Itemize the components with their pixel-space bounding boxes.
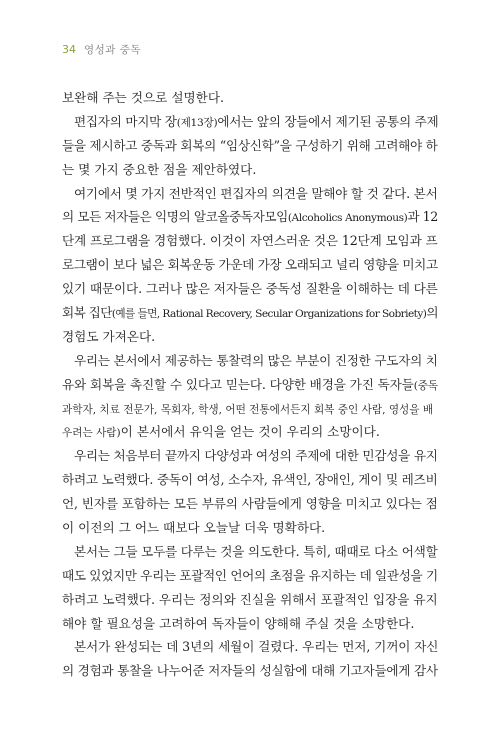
text-segment: 우리는 처음부터 끝까지 다양성과 여성의 주제에 대한 민감성을 유지 [74,448,438,464]
text-line [62,564,438,588]
text-segment: 때도 있었지만 우리는 포괄적인 언어의 초점을 유지하는 데 일관성을 기 [62,567,438,583]
text-segment: 있기 때문이다. 그러나 많은 저자들은 중독성 질환을 이해하는 데 다른 [62,281,438,297]
text-segment: 하려고 노력했다. 우리는 정의와 진실을 위해서 포괄적인 입장을 유지 [62,591,438,607]
text-line [62,444,438,468]
text-segment: 의 경험과 통찰을 나누어준 저자들의 성실함에 대해 기고자들에게 감사 [62,663,438,679]
text-segment: 에서는 앞의 장들에서 제기된 공통의 주제 [217,113,439,129]
text-segment: 들을 제시하고 중독과 회복의 “임상신학”을 구성하기 위해 고려해야 하 [62,137,438,153]
text-segment: 의 모든 저자들은 익명의 알코올중독자모임 [62,209,288,225]
text-line [62,468,438,492]
text-line [62,86,438,110]
text-segment: 단계 프로그램을 경험했다. 이것이 자연스러운 것은 12단계 모임과 프 [62,233,438,249]
text-segment: 하려고 노력했다. 중독이 여성, 소수자, 유색인, 장애인, 게이 및 레즈비 [62,472,438,488]
text-line [62,659,438,683]
text-segment: 우리는 본서에서 제공하는 통찰력의 많은 부분이 진정한 구도자의 치 [74,352,438,368]
page-number: 34 [62,43,76,56]
text-line [62,158,438,182]
text-line [62,492,438,516]
text-segment: 본서가 완성되는 데 3년의 세월이 걸렸다. 우리는 먼저, 기꺼이 자신 [74,639,439,655]
text-segment: 는 몇 가지 중요한 점을 제안하였다. [62,161,257,177]
text-segment: 유와 회복을 촉진할 수 있다고 믿는다. 다양한 배경을 가진 독자들 [62,376,414,392]
text-segment: 로그램이 보다 넓은 회복운동 가운데 가장 오래되고 널리 영향을 미치고 [62,257,438,273]
text-line [62,205,438,229]
text-line [62,229,438,253]
text-segment: 보완해 주는 것으로 설명한다. [62,90,224,105]
running-header [62,42,141,57]
text-line [62,182,438,206]
text-segment: (중독 [413,379,438,392]
text-segment: 의 [426,305,438,321]
text-line [62,134,438,158]
text-segment: 과 12 [407,209,438,225]
text-line [62,420,438,444]
text-line [62,635,438,659]
text-line [62,349,438,373]
text-line [62,373,438,397]
text-line [62,325,438,349]
text-segment: 경험도 가져온다. [62,328,156,344]
text-segment: 이 이전의 그 어느 때보다 오늘날 더욱 명확하다. [62,520,326,536]
text-segment: 이 본서에서 유익을 얻는 것이 우리의 소망이다. [120,424,380,440]
text-line [62,110,438,134]
running-header-title: 영성과 중독 [84,44,142,56]
text-line [62,397,438,421]
text-line [62,253,438,277]
text-segment: (Alcoholics Anonymous) [287,212,408,225]
text-line [62,301,438,325]
text-segment: (제13장) [176,116,218,129]
text-segment: 우려는 사람) [62,427,121,440]
text-segment: 과학자, 치료 전문가, 목회자, 학생, 어떤 전통에서든지 회복 중인 사람, 영성을 배 [62,403,434,416]
text-segment: 편집자의 마지막 장 [74,113,177,129]
body-text [62,86,438,683]
text-segment: 언, 빈자를 포함하는 모든 부류의 사람들에게 영향을 미치고 있다는 점 [62,496,438,512]
text-segment: 회복 집단 [62,305,112,321]
text-segment: 해야 할 필요성을 고려하여 독자들이 양해해 주실 것을 소망한다. [62,615,415,631]
text-line [62,516,438,540]
text-line [62,540,438,564]
text-segment: 여기에서 몇 가지 전반적인 편집자의 의견을 말해야 할 것 같다. 본서 [74,185,438,201]
text-line [62,277,438,301]
text-line [62,588,438,612]
text-segment: (예를 들면, Rational Recovery, Secular Organizations for Sobriety) [111,308,427,321]
text-line [62,612,438,636]
text-segment: 본서는 그들 모두를 다루는 것을 의도한다. 특히, 때때로 다소 어색할 [74,543,438,559]
